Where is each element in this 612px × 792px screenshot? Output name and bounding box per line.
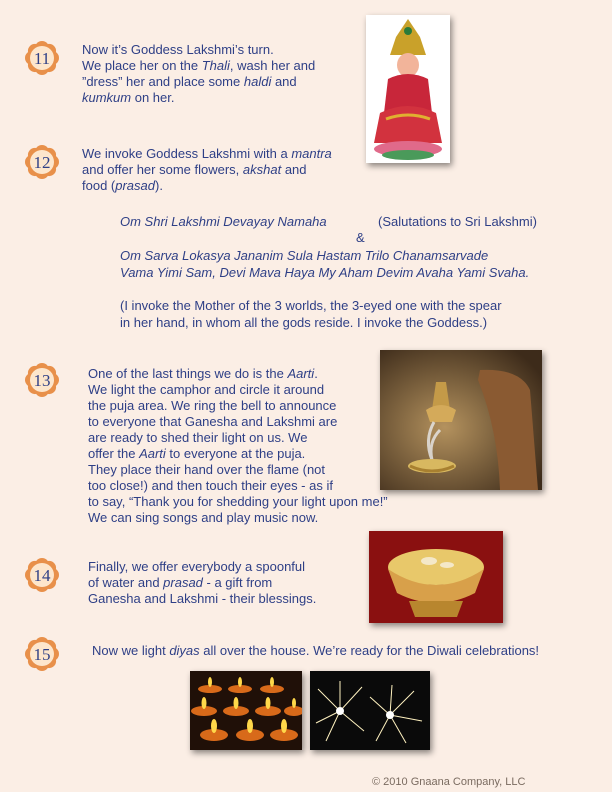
text-line: Ganesha and Lakshmi - their blessings. — [88, 591, 317, 606]
text-line: food (prasad). — [82, 178, 163, 193]
prasad-bowl-photo — [369, 531, 503, 623]
text-line: Now we light diyas all over the house. We’re ready for the Diwali celebrations! — [92, 643, 540, 658]
text-line: offer the Aarti to everyone at the puja. — [88, 446, 306, 461]
sparklers-photo — [310, 671, 430, 750]
step-12-text — [82, 146, 332, 194]
step-number-label: 12 — [33, 153, 51, 172]
italic-term: kumkum — [82, 90, 132, 105]
lakshmi-statue-photo — [366, 15, 450, 163]
italic-term: diyas — [169, 643, 200, 658]
text-line: We place her on the Thali, wash her and — [82, 58, 316, 73]
step-13-text — [88, 366, 388, 526]
text-line: We invoke Goddess Lakshmi with a mantra — [82, 146, 332, 161]
step-14-text — [88, 559, 316, 607]
text-line: We can sing songs and play music now. — [88, 510, 319, 525]
step-number-label: 14 — [33, 566, 51, 585]
mantra-ampersand: & — [356, 230, 365, 245]
mantra-line-3: Vama Yimi Sam, Devi Mava Haya My Aham Devim Avaha Yami Svaha. — [120, 265, 530, 280]
step-12-badge — [24, 144, 60, 180]
step-11-text — [82, 42, 315, 106]
text-line: to say, “Thank you for shedding your light upon me!” — [88, 494, 388, 509]
text-line: too close!) and then touch their eyes - as if — [88, 478, 333, 493]
aarti-camphor-photo — [380, 350, 542, 490]
italic-term: haldi — [243, 74, 272, 89]
text-line: the puja area. We ring the bell to announce — [88, 398, 337, 413]
step-number-label: 15 — [33, 645, 51, 664]
mantra-translation-2a: (I invoke the Mother of the 3 worlds, the 3-eyed one with the spear — [120, 298, 502, 313]
text-line: of water and prasad - a gift from — [88, 575, 273, 590]
italic-term: mantra — [291, 146, 332, 161]
text-line: kumkum on her. — [82, 90, 175, 105]
mantra-line-2: Om Sarva Lokasya Jananim Sula Hastam Trilo Chanamsarvade — [120, 248, 489, 263]
text-line: Finally, we offer everybody a spoonful — [88, 559, 306, 574]
italic-term: Aarti — [139, 446, 166, 461]
italic-term: prasad — [163, 575, 203, 590]
step-14-badge — [24, 557, 60, 593]
italic-term: akshat — [242, 162, 282, 177]
step-11-badge — [24, 40, 60, 76]
mantra-line-1: Om Shri Lakshmi Devayay Namaha — [120, 214, 327, 229]
italic-term: Thali — [201, 58, 230, 73]
text-line: and offer her some flowers, akshat and — [82, 162, 307, 177]
step-15-badge — [24, 636, 60, 672]
step-13-badge — [24, 362, 60, 398]
text-line: One of the last things we do is the Aarti. — [88, 366, 318, 381]
text-line: ”dress” her and place some haldi and — [82, 74, 297, 89]
italic-term: Aarti — [287, 366, 315, 381]
text-line: We light the camphor and circle it around — [88, 382, 325, 397]
step-number-label: 11 — [33, 49, 51, 68]
mantra-translation-1: (Salutations to Sri Lakshmi) — [378, 214, 537, 229]
text-line: Now it’s Goddess Lakshmi’s turn. — [82, 42, 274, 57]
diyas-photo — [190, 671, 302, 750]
step-number-label: 13 — [33, 371, 51, 390]
text-line: are ready to shed their light on us. We — [88, 430, 308, 445]
text-line: They place their hand over the flame (not — [88, 462, 326, 477]
mantra-translation-2b: in her hand, in whom all the gods reside. I invoke the Goddess.) — [120, 315, 488, 330]
italic-term: prasad — [115, 178, 155, 193]
text-line: to everyone that Ganesha and Lakshmi are — [88, 414, 338, 429]
copyright-footer: © 2010 Gnaana Company, LLC — [372, 776, 526, 788]
step-15-text — [92, 643, 539, 659]
